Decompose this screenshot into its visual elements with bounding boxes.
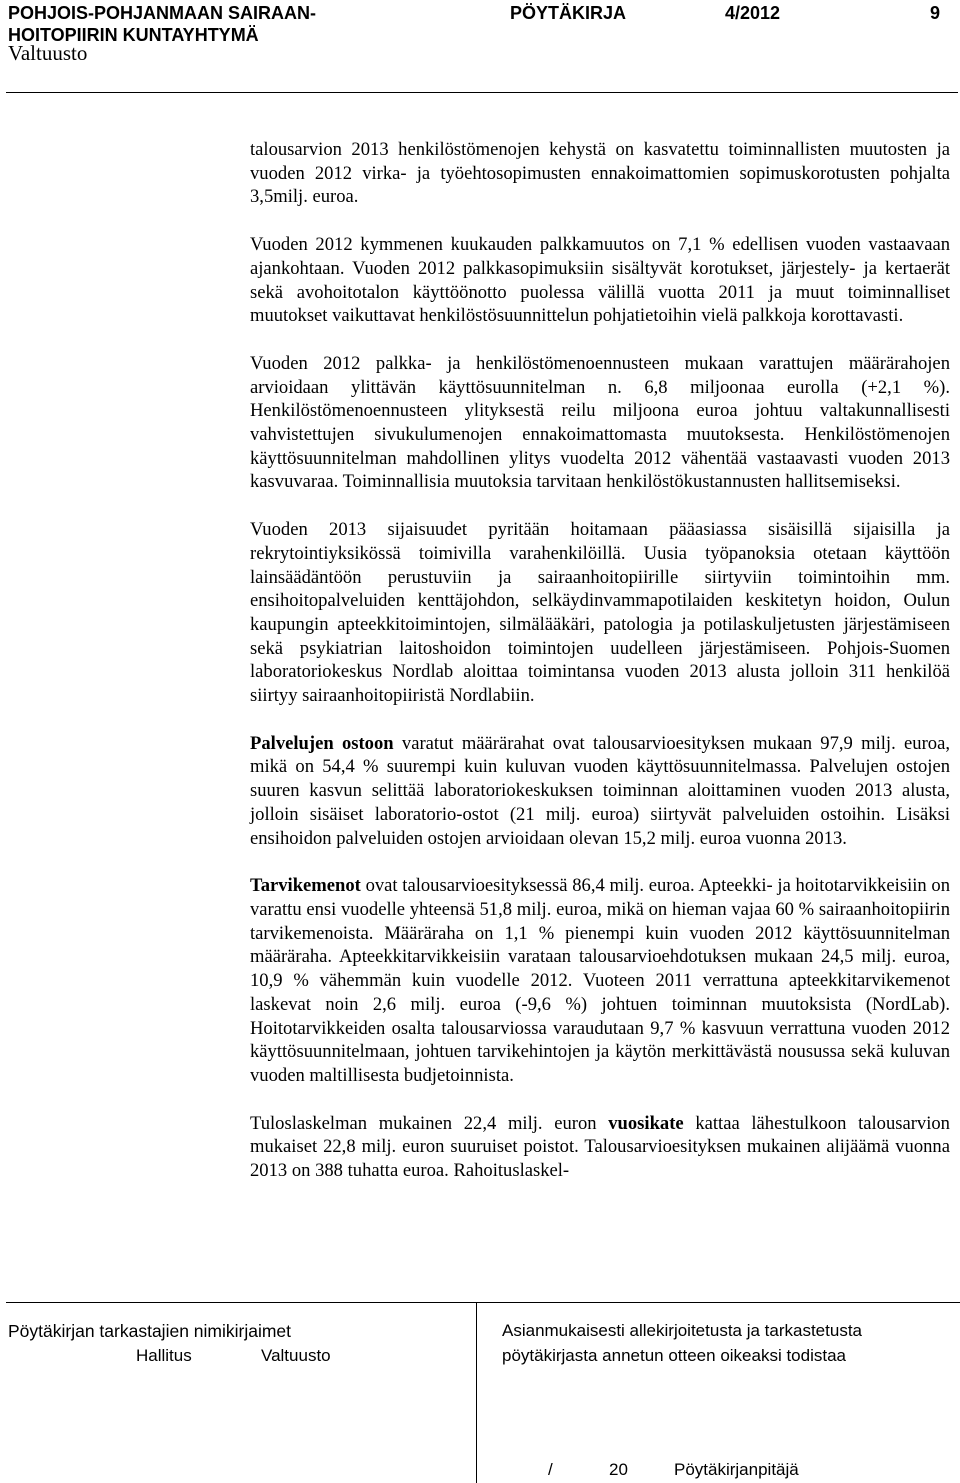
- supplies-text: ovat talousarvioesityksessä 86,4 milj. euroa. Apteekki- ja hoitotarvikkeisiin on varattu ensi vuodelle yhteensä 51,8 milj. euroa, mikä on hieman vajaa 60 % sairaanhoitopiirin tarvikemenoista. Määräraha on 1,1 % pienempi kuin vuoden 2012 käyttösuunnitelman määräraha. Apteekkitarvikkeisiin varataan talousarvioehdotuksen mukaan 24,5 milj. euroa, 10,9 % vähemmän kuin vuodelle 2012. Vuoteen 2011 verrattuna apteekkitarvikemenot laskevat noin 2,6 milj. euroa (-9,6 %) johtuen toiminnan muutoksista (NordLab). Hoitotarvikkeiden osalta talousarviossa varaudutaan 9,7 % kasvuun verrattuna vuoden 2012 käyttösuunnitelmaan, johtuen tarvikehintojen ja käytön merkittävästä nousussa sekä kuluvan vuoden maltillisesta budjetoinnista.: [250, 875, 950, 1086]
- document-number: 4/2012: [725, 3, 781, 23]
- header-divider: [6, 92, 958, 93]
- service-purchases-text: varatut määrärahat ovat talousarvioesityksen mukaan 97,9 milj. euroa, mikä on 54,4 % suurempi kuin kuluvan vuoden käyttösuunnitelmassa. Palvelujen ostojen suuren kasvun selittää laboratoriokeskuksen toiminnan aloittaminen vuoden 2013 alusta, jolloin sisäiset laboratorio-ostot (21 milj. euroa) siirtyvät palveluiden ostoihin. Lisäksi ensihoidon palveluiden ostojen arvioidaan olevan 15,2 milj. euroa vuonna 2013.: [250, 732, 950, 849]
- certification-box: [476, 1302, 960, 1483]
- certification-line1: Asianmukaisesti allekirjoitetusta ja tarkastetusta: [502, 1321, 862, 1340]
- organization-name-line1: POHJOIS-POHJANMAAN SAIRAAN-: [8, 3, 317, 23]
- paragraph-substitutes: Vuoden 2013 sijaisuudet pyritään hoitamaan pääasiassa sisäisillä sijaisilla ja rekrytointiyksikössä toimivilla varahenkilöillä. Uusia työpanoksia otetaan käyttöön lainsäädäntöön perustuviin ja sairaanhoitopiirille siirtyviin toimintoihin mm. ensihoitopalveluiden kenttäjohdon, selkäydinvammapotilaiden keskitetyn hoidon, Oulun kaupungin apteekkitoimintojen, silmälääkäri, patologia ja potilaskuljetusten järjestämiseen sekä psykiatrian laitoshoidon toimintojen uudelleen järjestämiseen. Pohjois-Suomen laboratoriokeskus Nordlab aloittaa toimintansa vuoden 2013 alusta jolloin 311 henkilöä siirtyy sairaanhoitopiiristä Nordlabiin.: [250, 519, 950, 707]
- paragraph-supplies: [250, 874, 950, 1087]
- minutes-keeper-label: Pöytäkirjanpitäjä: [674, 1460, 799, 1479]
- board-initials-label: Hallitus: [136, 1346, 192, 1365]
- service-purchases-term: Palvelujen ostoon: [250, 732, 394, 754]
- inspector-initials-title: Pöytäkirjan tarkastajien nimikirjaimet: [8, 1321, 292, 1341]
- paragraph-salary-forecast: Vuoden 2012 palkka- ja henkilöstömenoennusteen mukaan varattujen määrärahojen arvioidaan ylittävän käyttösuunnitelman n. 6,8 miljoonaa eurolla (+2,1 %). Henkilöstömenoennusteen ylityksestä reilu miljoona euroa johtuu valtakunnallisesti vahvistettujen sivukulumenojen ennakoimattomasta muutoksesta. Henkilöstömenojen käyttösuunnitelman mahdollinen ylitys vuodelta 2012 vähentää vastaavasti vuoden 2013 kasvuvaraa. Toiminnallisia muutoksia tarvitaan henkilöstökustannusten hallitsemiseksi.: [250, 352, 950, 493]
- certification-line2: pöytäkirjasta annetun otteen oikeaksi todistaa: [502, 1346, 847, 1365]
- annual-margin-term: vuosikate: [608, 1112, 684, 1134]
- annual-margin-lead: Tuloslaskelman mukainen 22,4 milj. euron: [250, 1112, 609, 1134]
- paragraph-personnel-frame: talousarvion 2013 henkilöstömenojen kehystä on kasvatettu toiminnallisten muutosten ja vuoden 2012 virka- ja työehtosopimusten ennakoimattomien sopimuskorotusten pohjalta 3,5milj. euroa.: [250, 139, 950, 208]
- organization-name-line2: HOITOPIIRIN KUNTAYHTYMÄ: [8, 25, 259, 45]
- organization-name: [8, 2, 316, 46]
- supplies-term: Tarvikemenot: [250, 875, 361, 897]
- paragraph-annual-margin: [250, 1112, 950, 1183]
- section-title: Valtuusto: [8, 41, 88, 65]
- paragraph-salary-change: Vuoden 2012 kymmenen kuukauden palkkamuutos on 7,1 % edellisen vuoden vastaavaan ajankohtaan. Vuoden 2012 palkkasopimuksiin sisältyvät korotukset, järjestely- ja kertaerät sekä avohoitotalon käyttöönotto puolessa välillä vuotta 2011 ja muut toiminnalliset muutokset vaikuttavat henkilöstösuunnittelun pohjatietoihin vielä palkkoja korottavasti.: [250, 234, 950, 327]
- date-separator: /: [548, 1460, 553, 1479]
- document-type: PÖYTÄKIRJA: [510, 3, 627, 23]
- date-year-prefix: 20: [609, 1460, 628, 1479]
- page-number: 9: [930, 3, 941, 23]
- inspector-initials-box: [6, 1302, 477, 1483]
- document-body: [250, 138, 950, 1183]
- annual-margin-text: kattaa lähestulkoon talousarvion mukaiset 22,8 milj. euron suuruiset poistot. Talousarvioesityksen mukainen alijäämä vuonna 2013 on 388 tuhatta euroa. Rahoituslaskel-: [250, 1112, 950, 1182]
- council-initials-label: Valtuusto: [261, 1346, 331, 1365]
- paragraph-service-purchases: [250, 732, 950, 851]
